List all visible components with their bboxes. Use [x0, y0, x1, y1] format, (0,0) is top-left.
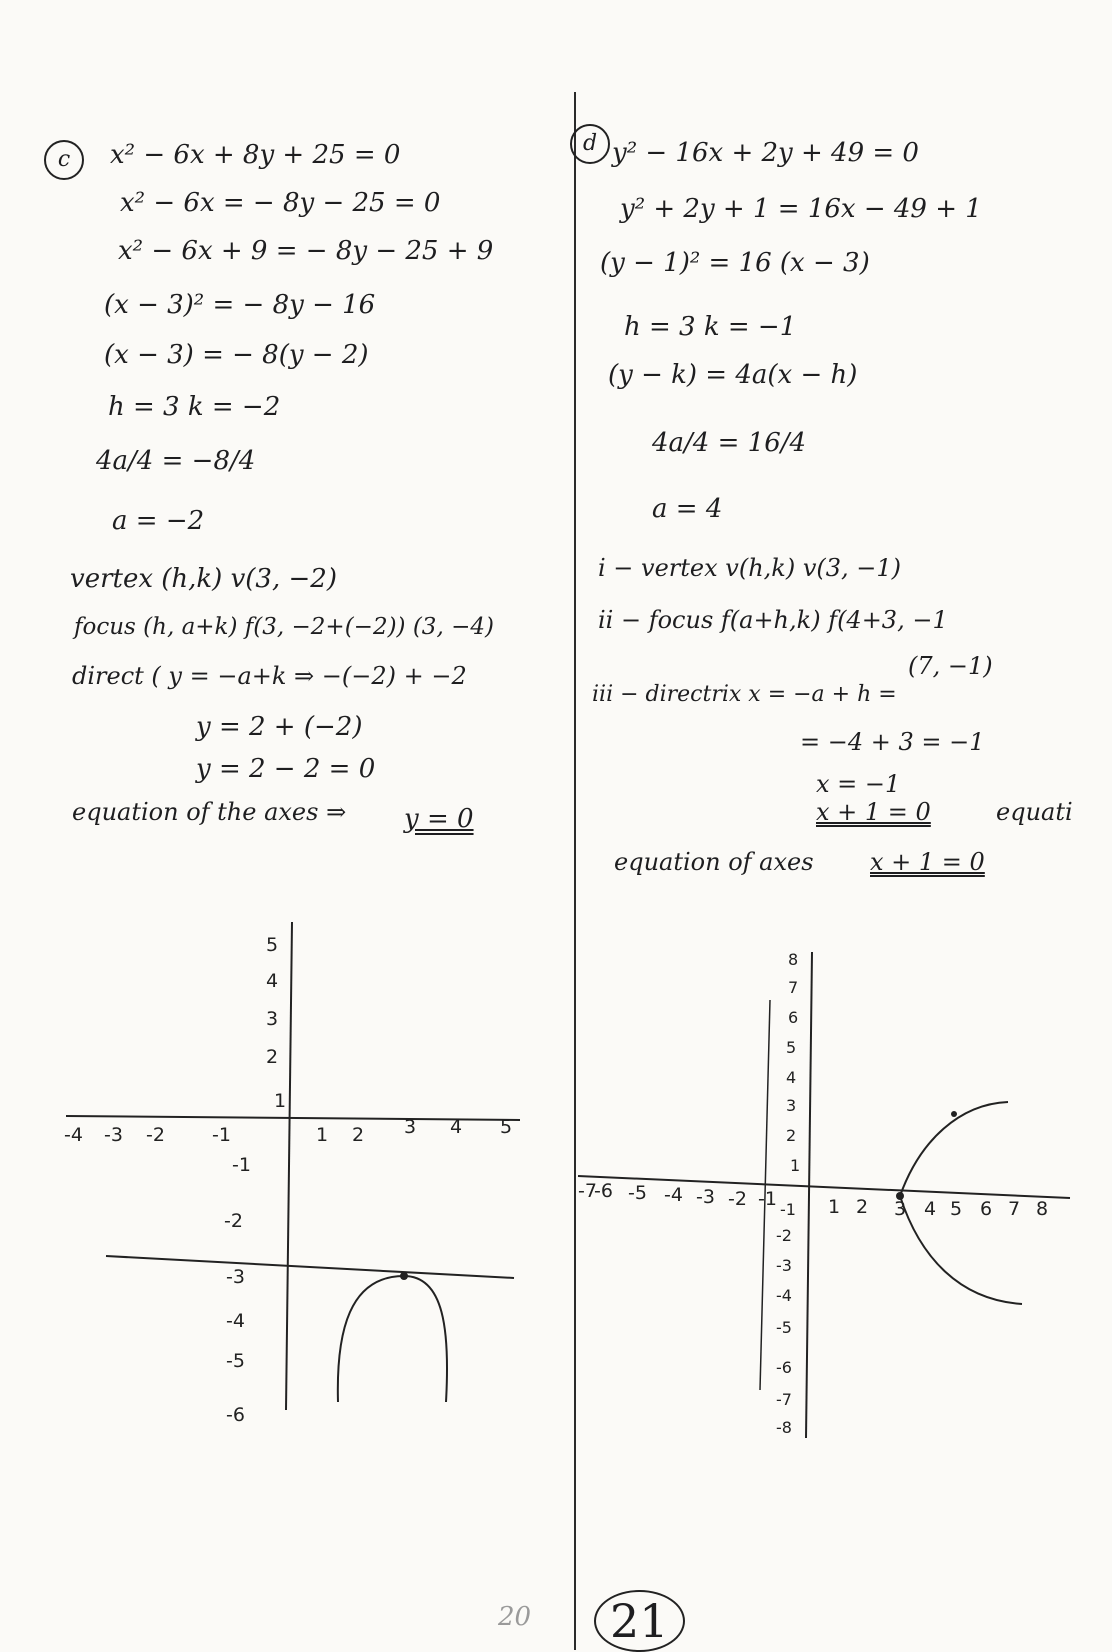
d-y-tick: 3 — [786, 1096, 797, 1115]
d-line-5: (y − k) = 4a(x − h) — [608, 360, 858, 390]
d-y-tick: 4 — [786, 1068, 797, 1087]
c-line-8: a = −2 — [112, 506, 205, 536]
c-y-tick: -4 — [226, 1310, 245, 1332]
d-y-tick: 6 — [788, 1008, 799, 1027]
d-line-1: y² − 16x + 2y + 49 = 0 — [612, 138, 919, 168]
c-line-4: (x − 3)² = − 8y − 16 — [104, 290, 376, 320]
c-y-tick: 1 — [274, 1090, 287, 1112]
d-line-11: iii − directrix x = −a + h = — [592, 682, 897, 707]
d-line-13: x = −1 — [816, 770, 901, 798]
page-number: 21 — [594, 1590, 685, 1652]
c-x-tick: -2 — [146, 1124, 165, 1146]
c-line-9: vertex (h,k) v(3, −2) — [70, 564, 337, 594]
d-line-14: x + 1 = 0 — [816, 798, 931, 826]
c-x-tick: 1 — [316, 1124, 329, 1146]
c-x-tick: -4 — [64, 1124, 83, 1146]
d-x-tick: 4 — [924, 1198, 937, 1220]
d-y-tick: -1 — [780, 1200, 796, 1219]
c-line-12: y = 2 + (−2) — [196, 712, 363, 742]
c-line-10: focus (h, a+k) f(3, −2+(−2)) (3, −4) — [74, 614, 494, 640]
d-x-tick: 3 — [894, 1198, 907, 1220]
d-line-3: (y − 1)² = 16 (x − 3) — [600, 248, 870, 278]
d-y-tick: 7 — [788, 978, 799, 997]
d-line-4: h = 3 k = −1 — [624, 312, 797, 342]
c-y-tick: -1 — [232, 1154, 251, 1176]
c-line-1: x² − 6x + 8y + 25 = 0 — [110, 140, 401, 170]
d-x-tick: 8 — [1036, 1198, 1049, 1220]
c-x-tick: 3 — [404, 1116, 417, 1138]
d-x-tick: 1 — [828, 1196, 841, 1218]
c-line-2: x² − 6x = − 8y − 25 = 0 — [120, 188, 441, 218]
c-line-6: h = 3 k = −2 — [108, 392, 281, 422]
d-line-16: equation of axes — [614, 848, 814, 876]
d-answer: x + 1 = 0 — [870, 848, 985, 876]
d-x-tick: -2 — [728, 1188, 747, 1210]
c-y-tick: -6 — [226, 1404, 245, 1426]
d-x-tick: -1 — [758, 1188, 777, 1210]
d-line-2: y² + 2y + 1 = 16x − 49 + 1 — [620, 194, 982, 224]
d-y-tick: 8 — [788, 950, 799, 969]
d-y-tick: -6 — [776, 1358, 792, 1377]
d-x-tick: 7 — [1008, 1198, 1021, 1220]
part-d-label: d — [570, 124, 610, 164]
c-y-tick: -5 — [226, 1350, 245, 1372]
c-x-tick: 5 — [500, 1116, 513, 1138]
c-answer: y = 0 — [404, 804, 474, 834]
d-line-10: (7, −1) — [908, 652, 993, 680]
d-y-tick: -3 — [776, 1256, 792, 1275]
c-x-tick: 2 — [352, 1124, 365, 1146]
d-y-tick: -2 — [776, 1226, 792, 1245]
c-y-tick: -3 — [226, 1266, 245, 1288]
c-line-13: y = 2 − 2 = 0 — [196, 754, 376, 784]
c-line-14: equation of the axes ⇒ — [72, 798, 347, 826]
d-line-9: ii − focus f(a+h,k) f(4+3, −1 — [598, 606, 948, 634]
d-x-tick: -6 — [594, 1180, 613, 1202]
d-x-tick: -5 — [628, 1182, 647, 1204]
d-line-6: 4a/4 = 16/4 — [652, 428, 807, 458]
c-y-tick: 3 — [266, 1008, 279, 1030]
d-x-tick: 6 — [980, 1198, 993, 1220]
part-c-label: c — [44, 140, 84, 180]
d-y-tick: -7 — [776, 1390, 792, 1409]
page-number-faded: 20 — [498, 1602, 532, 1632]
d-x-tick: -4 — [664, 1184, 683, 1206]
d-line-7: a = 4 — [652, 494, 723, 524]
d-x-tick: -7 — [578, 1180, 597, 1202]
c-line-11: direct ( y = −a+k ⇒ −(−2) + −2 — [72, 662, 467, 690]
d-line-8: i − vertex v(h,k) v(3, −1) — [598, 554, 902, 582]
d-line-15: equati — [996, 798, 1073, 826]
c-line-3: x² − 6x + 9 = − 8y − 25 + 9 — [118, 236, 494, 266]
c-x-tick: -1 — [212, 1124, 231, 1146]
d-x-tick: 5 — [950, 1198, 963, 1220]
c-x-tick: 4 — [450, 1116, 463, 1138]
c-y-tick: 4 — [266, 970, 279, 992]
c-y-tick: 5 — [266, 934, 279, 956]
c-y-tick: 2 — [266, 1046, 279, 1068]
c-line-7: 4a/4 = −8/4 — [96, 446, 256, 476]
d-y-tick: 5 — [786, 1038, 797, 1057]
c-y-tick: -2 — [224, 1210, 243, 1232]
d-y-tick: -4 — [776, 1286, 792, 1305]
d-x-tick: -3 — [696, 1186, 715, 1208]
c-line-5: (x − 3) = − 8(y − 2) — [104, 340, 369, 370]
d-x-tick: 2 — [856, 1196, 869, 1218]
d-y-tick: 2 — [786, 1126, 797, 1145]
d-line-12: = −4 + 3 = −1 — [800, 728, 985, 756]
d-y-tick: -5 — [776, 1318, 792, 1337]
d-y-tick: 1 — [790, 1156, 801, 1175]
c-x-tick: -3 — [104, 1124, 123, 1146]
d-y-tick: -8 — [776, 1418, 792, 1437]
